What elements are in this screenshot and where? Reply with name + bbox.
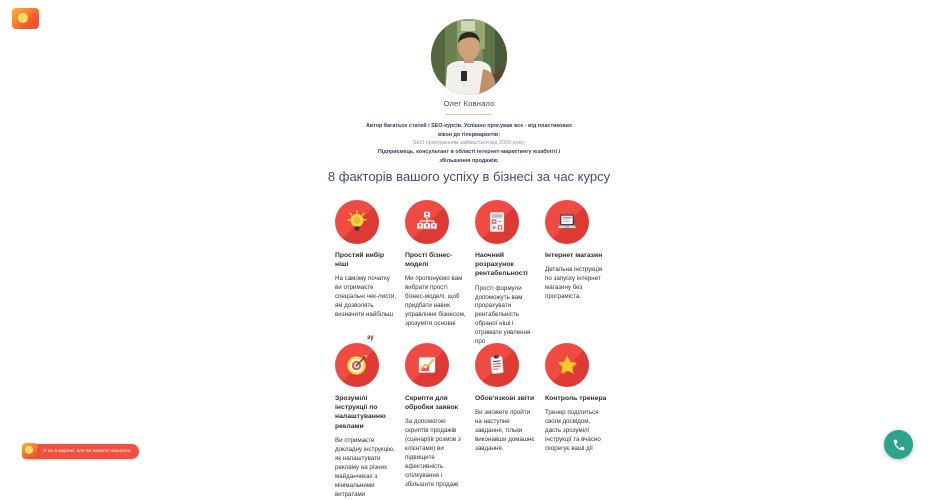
- overflow-text-fragment: зу: [367, 334, 374, 341]
- feature-card: [405, 200, 467, 347]
- feature-card: [405, 343, 467, 500]
- feature-card: [545, 200, 607, 347]
- feature-title: Контроль тренера: [545, 395, 607, 402]
- laptop-icon: [545, 200, 589, 244]
- feature-title: Наочний розрахунок рентабельності: [475, 252, 528, 278]
- feature-text: Тренер поділиться своїм досвідом, дасть зрозумілі інструкції та вчасно скорегує ваші дії: [545, 409, 601, 453]
- phone-icon: [892, 438, 906, 452]
- clipboard-icon: [475, 343, 519, 387]
- section-heading: 8 факторів вашого успіху в бізнесі за час курсу: [327, 169, 611, 184]
- chat-offline-message: Я не в мережі, але ви можете написати: [43, 449, 131, 454]
- feature-card: [545, 343, 607, 500]
- logo-dot-icon: [25, 446, 33, 454]
- feature-title: Обов'язкові звіти: [475, 395, 535, 402]
- trainer-photo-illustration: [431, 19, 507, 95]
- bio-line-1: Автор багатьох статей і SEO-курсів. Успішно просував все - від пластикових вікон до гіпермаркетів;: [366, 123, 572, 138]
- name-divider: [446, 114, 492, 115]
- star-icon: [545, 343, 589, 387]
- bio-line-2: SEO просуванням займається від 2009 року;: [412, 140, 526, 147]
- feature-card: [335, 343, 397, 500]
- feature-title: Зрозумілі інструкції по налаштуванню реклами: [335, 395, 386, 430]
- trainer-photo: [431, 19, 507, 95]
- target-icon: [335, 343, 379, 387]
- feature-title: Простий вибір ніші: [335, 252, 385, 269]
- bio-line-3: Підприємець, консультант в області інтернет-маркетингу юзабіліті і збільшення продажів;: [377, 148, 561, 164]
- chart-up-icon: [405, 343, 449, 387]
- feature-text: Прості формули допоможуть вам прорахувати рентабельність обраної ніші і отримати уявлення про: [475, 284, 531, 346]
- feature-card: [475, 343, 537, 500]
- features-row-1: [335, 200, 615, 347]
- logo-dot-icon: [18, 13, 28, 23]
- feature-text: За допомогою скриптів продажів (сценаріїв розмов з клієнтами) ви підвищите ефективність спілкування і збільшите продажі: [405, 418, 461, 489]
- org-chart-icon: [405, 200, 449, 244]
- lightbulb-icon: [335, 200, 379, 244]
- calculator-icon: [475, 200, 519, 244]
- feature-text: На самому початку ви отримаєте спеціальні чек-листи, які дозволять визначити найбільш: [335, 275, 397, 319]
- feature-title: Скрипти для обробки заявок: [405, 395, 458, 412]
- feature-title: Прості бізнес-моделі: [405, 252, 453, 269]
- feature-text: Ми пропонуємо вам вибрати прості бізнес-моделі, щоб придбати навик управління бізнесом, зрозуміти основні: [405, 275, 466, 328]
- chat-widget-logo[interactable]: [22, 443, 38, 459]
- feature-text: Ви зможете пройти на наступне завдання, тільки виконавши домашнє завдання.: [475, 409, 535, 453]
- whatsapp-button[interactable]: [884, 430, 913, 459]
- trainer-bio: [366, 122, 572, 165]
- features-row-2: [335, 343, 615, 500]
- feature-text: Ви отримаєте докладну інструкцію, як налаштувати рекламу на різних майданчиках з мінімальними витратами: [335, 436, 395, 498]
- feature-card: [475, 200, 537, 347]
- trainer-name: Олег Ковнало: [443, 99, 495, 108]
- site-logo[interactable]: [12, 8, 39, 29]
- feature-card: [335, 200, 397, 347]
- chat-offline-pill[interactable]: [30, 444, 139, 459]
- feature-title: Інтернет магазин: [545, 252, 603, 259]
- feature-text: Детальна інструкція по запуску інтернет магазину без програміста.: [545, 266, 603, 301]
